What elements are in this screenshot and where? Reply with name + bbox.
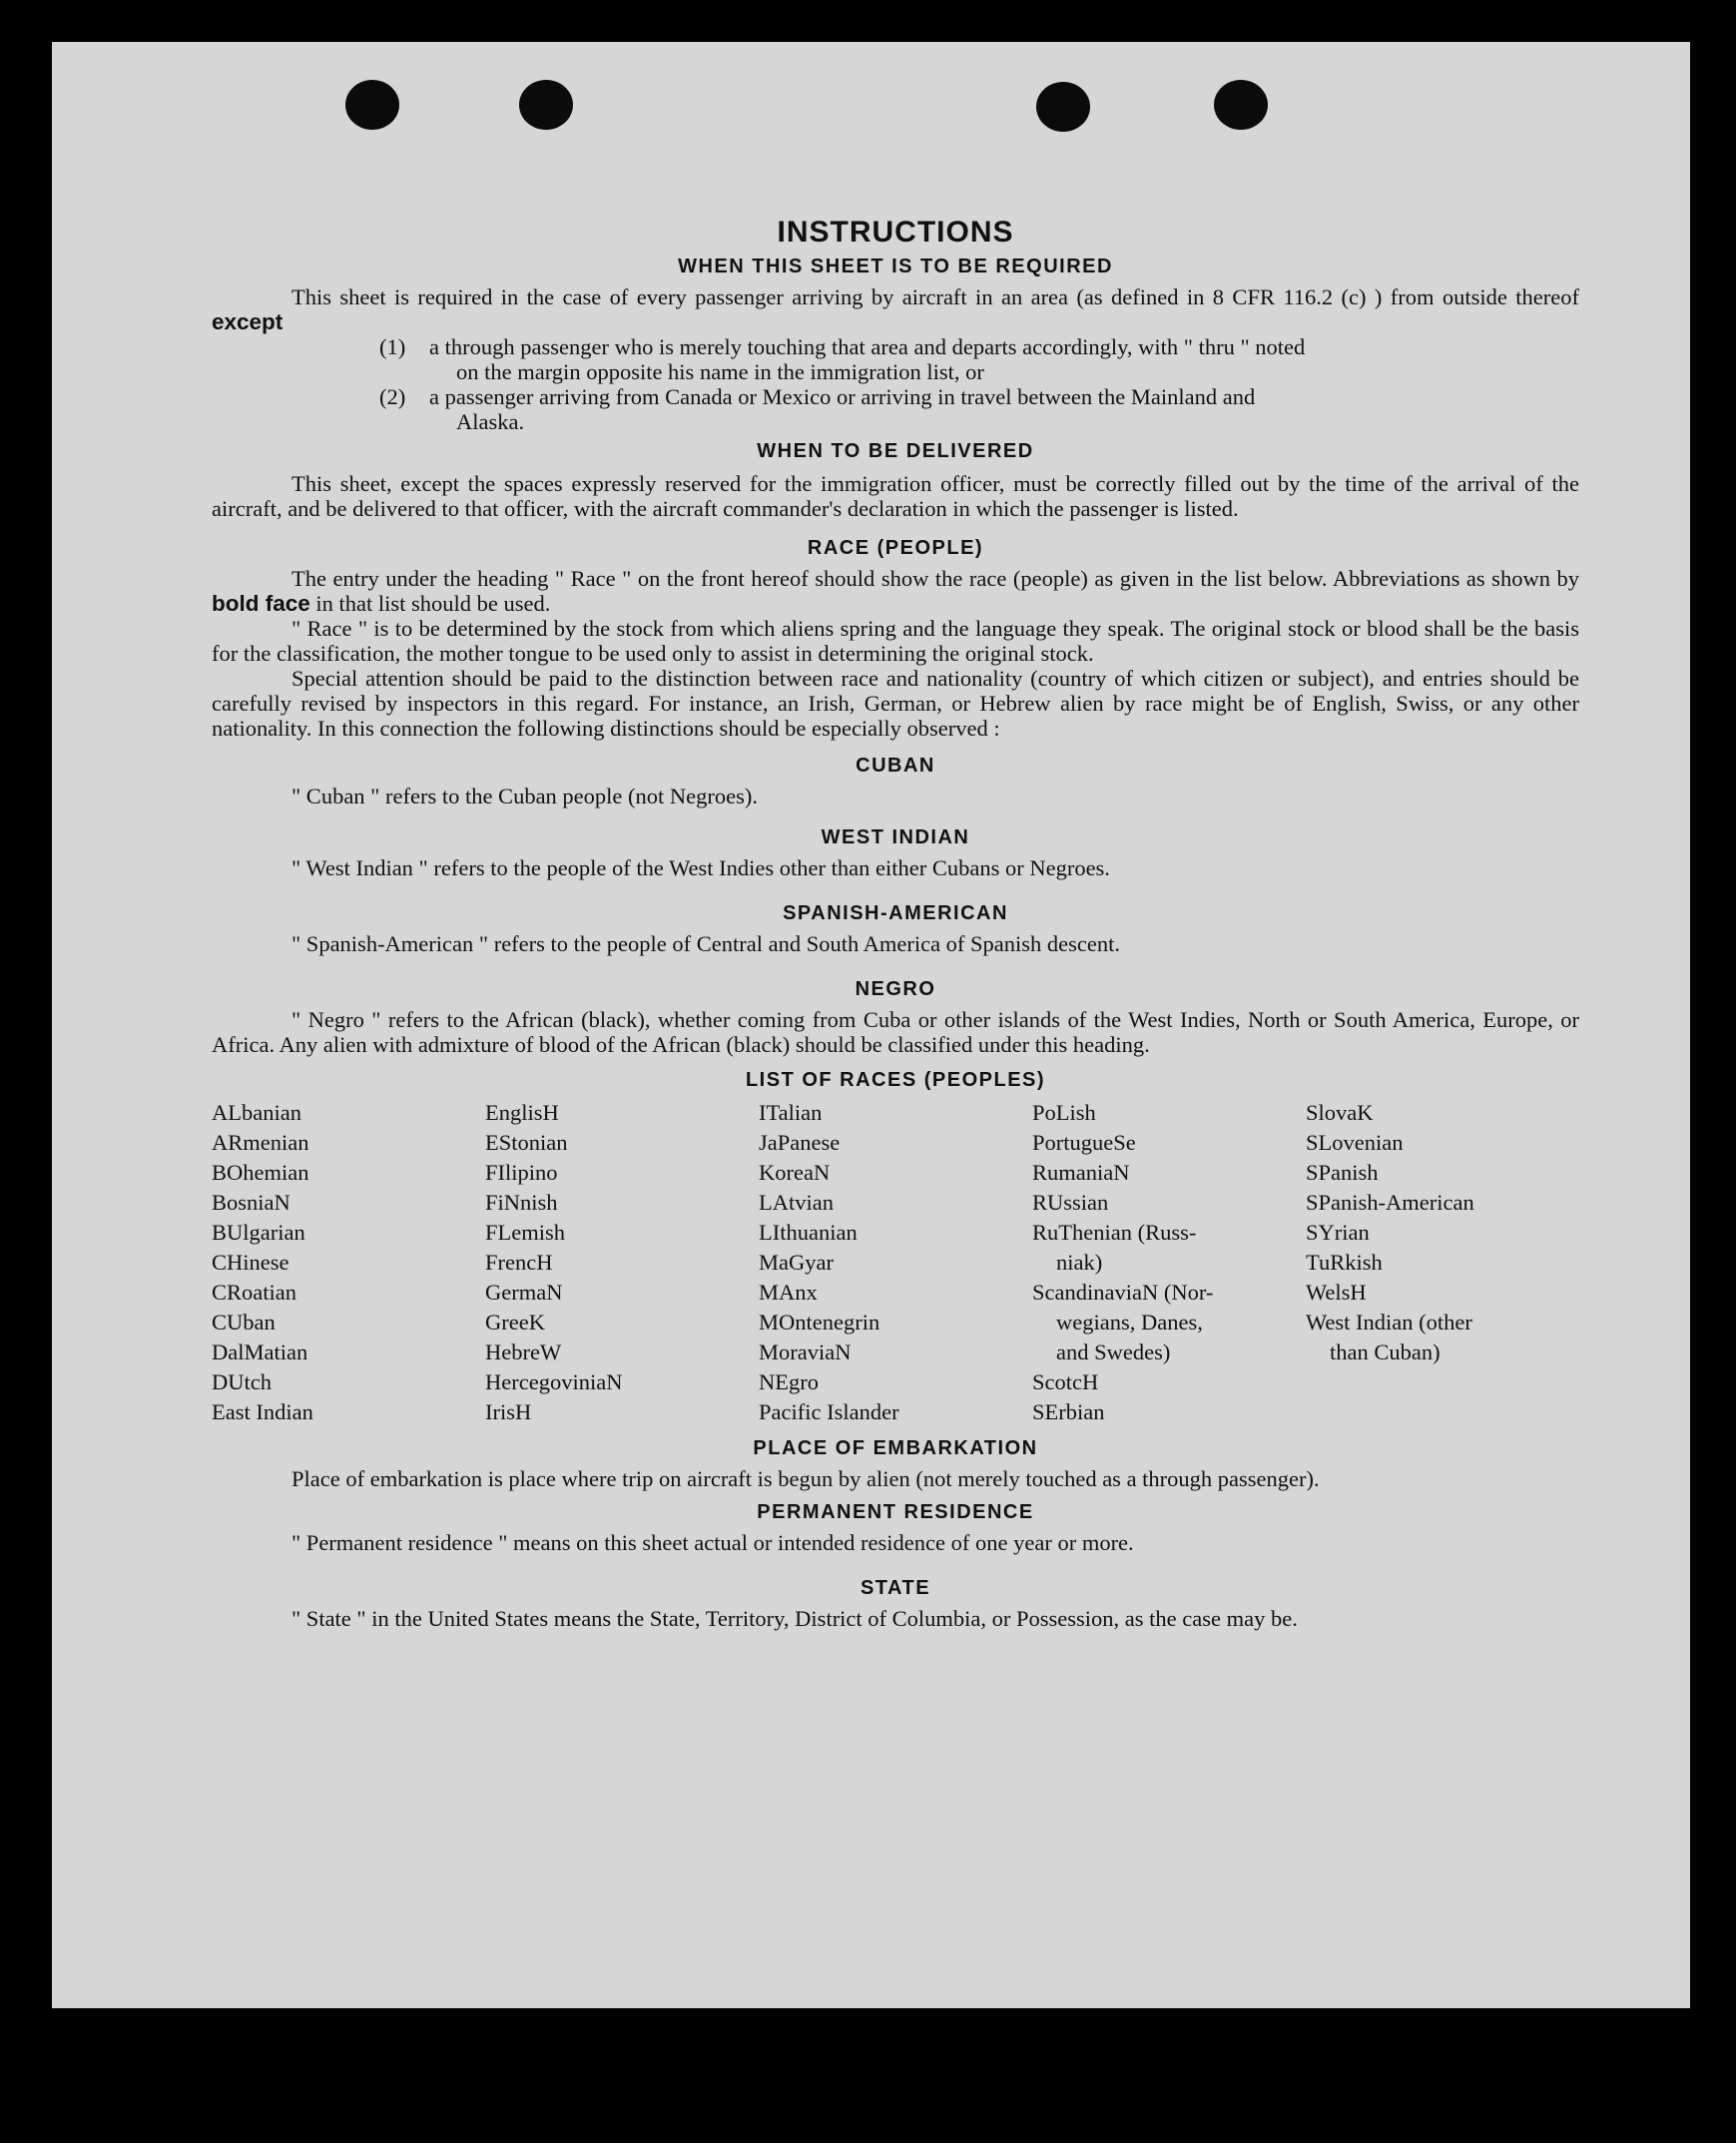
races-column-2 xyxy=(485,1098,759,1427)
heading-spanish-american: SPANISH-AMERICAN xyxy=(783,902,1008,924)
clause-1: (1) a through passenger who is merely touching that area and departs accordingly, with " thru " noted on the margin opposite his name in the immigration list, or xyxy=(379,334,1306,384)
race-item: PoLish xyxy=(1032,1100,1096,1125)
clause-2: (2) a passenger arriving from Canada or Mexico or arriving in travel between the Mainland and Alaska. xyxy=(379,384,1256,434)
race-item: FLemish xyxy=(485,1220,566,1245)
race-item: DUtch xyxy=(212,1369,272,1394)
race-item: SLovenian xyxy=(1306,1130,1404,1155)
race-item: ARmenian xyxy=(212,1130,309,1155)
race-item: FiNnish xyxy=(485,1190,558,1215)
heading-residence: PERMANENT RESIDENCE xyxy=(757,1501,1034,1523)
race-item: niak) xyxy=(1056,1250,1103,1275)
paragraph-negro: " Negro " refers to the African (black), whether coming from Cuba or other islands of the West Indies, North or South America, Europe, or Africa. Any alien with admixture of blood of the African (black) should be classified under this heading. xyxy=(212,1007,1579,1057)
race-item: MoraviaN xyxy=(759,1339,852,1364)
paragraph-cuban: " Cuban " refers to the Cuban people (not Negroes). xyxy=(291,784,758,808)
race-item: SPanish-American xyxy=(1306,1190,1474,1215)
race-item: TuRkish xyxy=(1306,1250,1383,1275)
race-item: wegians, Danes, xyxy=(1056,1310,1203,1335)
race-item: FIlipino xyxy=(485,1160,558,1185)
paragraph-state: " State " in the United States means the State, Territory, District of Columbia, or Possession, as the case may be. xyxy=(291,1606,1298,1631)
race-item: PortugueSe xyxy=(1032,1130,1136,1155)
heading-west-indian: WEST INDIAN xyxy=(821,826,970,848)
document-page xyxy=(52,42,1690,2008)
heading-list-of-races: LIST OF RACES (PEOPLES) xyxy=(745,1069,1046,1091)
race-item: East Indian xyxy=(212,1399,313,1424)
race-item: SPanish xyxy=(1306,1160,1379,1185)
paragraph-required: This sheet is required in the case of every passenger arriving by aircraft in an area (as defined in 8 CFR 116.2 (c) ) from outside thereof except xyxy=(212,284,1579,334)
race-item: EnglisH xyxy=(485,1100,559,1125)
races-column-4 xyxy=(1032,1098,1306,1427)
paragraph-delivered: This sheet, except the spaces expressly reserved for the immigration officer, must be correctly filled out by the time of the arrival of the aircraft, and be delivered to that officer, with the aircraft commander's declaration in which the passenger is listed. xyxy=(212,471,1579,521)
race-item: GreeK xyxy=(485,1310,545,1335)
race-item: RumaniaN xyxy=(1032,1160,1130,1185)
races-column-5 xyxy=(1306,1098,1579,1427)
race-item: LAtvian xyxy=(759,1190,834,1215)
race-item: HebreW xyxy=(485,1339,562,1364)
heading-state: STATE xyxy=(860,1577,931,1599)
race-item: BOhemian xyxy=(212,1160,309,1185)
punch-hole xyxy=(519,80,573,130)
race-item: NEgro xyxy=(759,1369,819,1394)
races-list xyxy=(212,1098,1579,1427)
paragraph-embarkation: Place of embarkation is place where trip on aircraft is begun by alien (not merely touched as a through passenger). xyxy=(291,1466,1320,1491)
paragraph-race-2: " Race " is to be determined by the stock from which aliens spring and the language they speak. The original stock or blood shall be the basis for the classification, the mother tongue to be used only to assist in determining the original stock. xyxy=(212,616,1579,666)
race-item: MaGyar xyxy=(759,1250,834,1275)
race-item: CHinese xyxy=(212,1250,289,1275)
race-item: CUban xyxy=(212,1310,276,1335)
page-title: INSTRUCTIONS xyxy=(777,216,1014,249)
race-item: MAnx xyxy=(759,1280,818,1305)
race-item: ALbanian xyxy=(212,1100,301,1125)
race-item: MOntenegrin xyxy=(759,1310,880,1335)
race-item: and Swedes) xyxy=(1056,1339,1171,1364)
race-item: ITalian xyxy=(759,1100,823,1125)
instructions-content xyxy=(212,172,1579,1631)
race-item: KoreaN xyxy=(759,1160,831,1185)
race-item: JaPanese xyxy=(759,1130,841,1155)
race-item: FrencH xyxy=(485,1250,553,1275)
race-item: SErbian xyxy=(1032,1399,1105,1424)
race-item: DalMatian xyxy=(212,1339,308,1364)
paragraph-race-3: Special attention should be paid to the distinction between race and nationality (country of which citizen or subject), and entries should be carefully revised by inspectors in this regard. For instance, an Irish, German, or Hebrew alien by race might be of English, Swiss, or any other nationality. In this connection the following distinctions should be especially observed : xyxy=(212,666,1579,741)
paragraph-race-1: The entry under the heading " Race " on the front hereof should show the race (people) as given in the list below. Abbreviations as shown by bold face in that list should be used. xyxy=(212,566,1579,616)
paragraph-spanish-american: " Spanish-American " refers to the people of Central and South America of Spanish descent. xyxy=(291,931,1121,956)
heading-embarkation: PLACE OF EMBARKATION xyxy=(753,1437,1038,1459)
heading-delivered: WHEN TO BE DELIVERED xyxy=(757,440,1034,462)
heading-negro: NEGRO xyxy=(855,978,936,1000)
punch-hole xyxy=(1214,80,1268,130)
race-item: SlovaK xyxy=(1306,1100,1374,1125)
race-item: RUssian xyxy=(1032,1190,1109,1215)
races-column-3 xyxy=(759,1098,1032,1427)
race-item: LIthuanian xyxy=(759,1220,858,1245)
race-item: West Indian (other xyxy=(1306,1310,1472,1335)
race-item: ScotcH xyxy=(1032,1369,1099,1394)
race-item: EStonian xyxy=(485,1130,568,1155)
race-item: RuThenian (Russ- xyxy=(1032,1220,1197,1245)
race-item: WelsH xyxy=(1306,1280,1367,1305)
races-column-1 xyxy=(212,1098,485,1427)
punch-hole xyxy=(345,80,399,130)
heading-required: WHEN THIS SHEET IS TO BE REQUIRED xyxy=(678,256,1113,277)
race-item: SYrian xyxy=(1306,1220,1370,1245)
paragraph-residence: " Permanent residence " means on this sheet actual or intended residence of one year or more. xyxy=(291,1530,1134,1555)
race-item: GermaN xyxy=(485,1280,563,1305)
race-item: CRoatian xyxy=(212,1280,296,1305)
race-item: than Cuban) xyxy=(1330,1339,1441,1364)
race-item: IrisH xyxy=(485,1399,532,1424)
paragraph-west-indian: " West Indian " refers to the people of the West Indies other than either Cubans or Negroes. xyxy=(291,855,1110,880)
heading-race: RACE (PEOPLE) xyxy=(807,537,984,559)
punch-hole xyxy=(1036,82,1090,132)
heading-cuban: CUBAN xyxy=(856,755,935,777)
race-item: HercegoviniaN xyxy=(485,1369,623,1394)
race-item: BosniaN xyxy=(212,1190,290,1215)
race-item: Pacific Islander xyxy=(759,1399,899,1424)
race-item: ScandinaviaN (Nor- xyxy=(1032,1280,1214,1305)
race-item: BUlgarian xyxy=(212,1220,305,1245)
